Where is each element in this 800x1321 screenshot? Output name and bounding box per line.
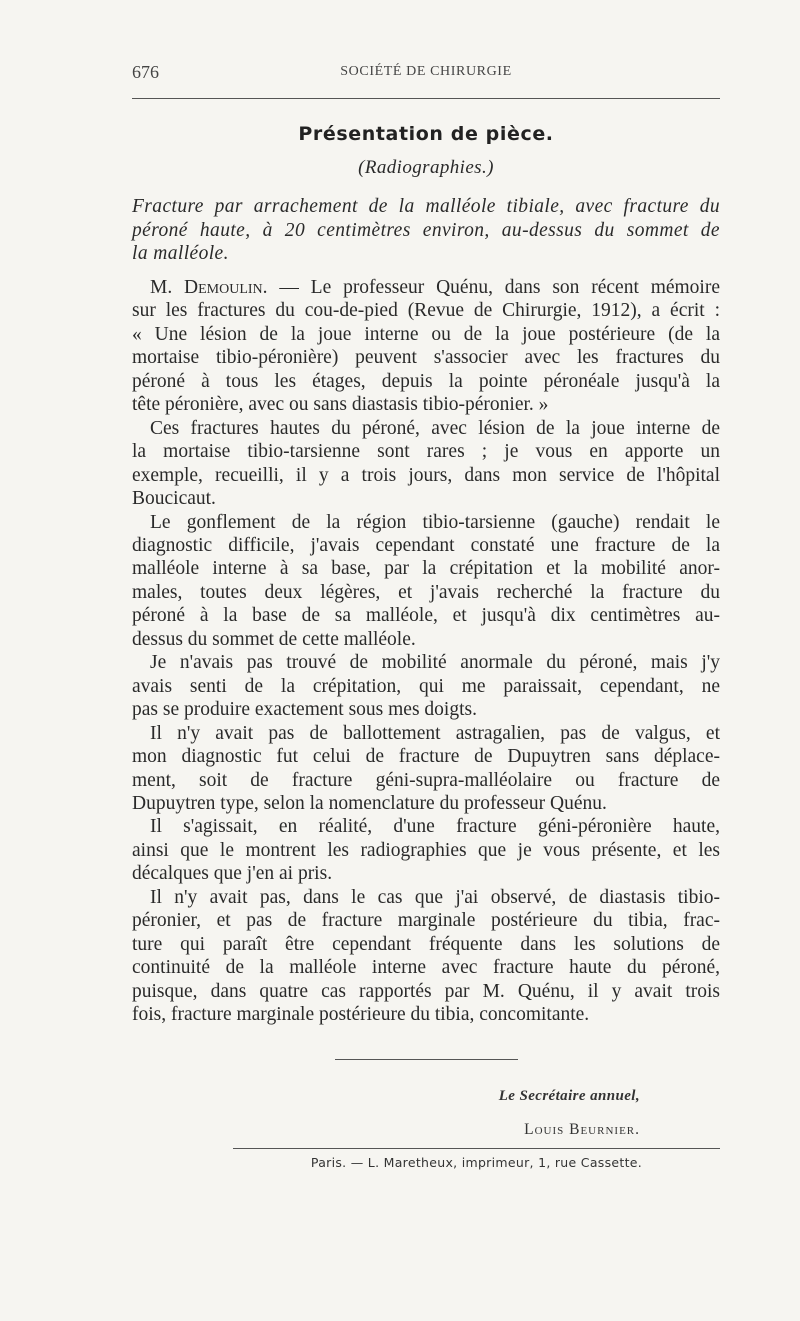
footer-rule <box>233 1148 720 1149</box>
body-line: Dupuytren type, selon la nomenclature du professeur Quénu. <box>132 792 607 814</box>
body-line: la mortaise tibio-tarsienne sont rares ; je vous en apporte un <box>132 441 720 463</box>
body-line: ainsi que le montrent les radiographies que je vous présente, et les <box>132 839 720 861</box>
body-line: continuité de la malléole interne avec fracture haute du péroné, <box>132 957 720 979</box>
secretary-name: Louis Beurnier. <box>524 1121 640 1138</box>
running-head <box>132 62 720 86</box>
body-line: Il n'y avait pas, dans le cas que j'ai observé, de diastasis tibio- <box>150 886 720 908</box>
body-line: « Une lésion de la joue interne ou de la joue postérieure (de la <box>132 323 720 345</box>
printer-imprint: Paris. — L. Maretheux, imprimeur, 1, rue Cassette. <box>310 1155 643 1170</box>
body-line: Ces fractures hautes du péroné, avec lésion de la joue interne de <box>150 417 720 439</box>
body-line: Boucicaut. <box>132 488 216 510</box>
body-line: fois, fracture marginale postérieure du tibia, concomitante. <box>132 1004 590 1026</box>
case-title-line: la malléole. <box>132 243 229 264</box>
body-line: diagnostic difficile, j'avais cependant constaté une fracture de la <box>132 534 720 556</box>
case-title-line: Fracture par arrachement de la malléole tibiale, avec fracture du <box>132 196 720 217</box>
body-line: avais senti de la crépitation, qui me paraissait, cependant, ne <box>132 675 720 697</box>
body-line: males, toutes deux légères, et j'avais recherché la fracture du <box>132 581 720 603</box>
section-subtitle: (Radiographies.) <box>358 157 494 178</box>
body-line: malléole interne à sa base, par la crépitation et la mobilité anor- <box>132 558 720 580</box>
secretary-role: Le Secrétaire annuel, <box>498 1088 640 1104</box>
page-number: 676 <box>132 62 159 82</box>
speaker-statement: — Le professeur Quénu, dans son récent mémoire <box>267 277 721 298</box>
body-line: exemple, recueilli, il y a trois jours, dans mon service de l'hôpital <box>132 464 720 486</box>
body-line: péronier, et pas de fracture marginale postérieure du tibia, frac- <box>132 910 720 932</box>
body-line: Il n'y avait pas de ballottement astragalien, pas de valgus, et <box>150 722 720 744</box>
speaker-name: M. Demoulin. <box>150 277 268 298</box>
body-text <box>132 276 720 1027</box>
body-line: Le gonflement de la région tibio-tarsienne (gauche) rendait le <box>150 511 720 533</box>
body-line: dessus du sommet de cette malléole. <box>132 628 416 650</box>
section-title: Présentation de pièce. <box>298 123 554 145</box>
body-line: péroné à tous les étages, depuis la pointe péronéale jusqu'à la <box>132 370 720 392</box>
body-line: ment, soit de fracture géni-supra-malléolaire ou fracture de <box>132 769 720 791</box>
body-line: Il s'agissait, en réalité, d'une fracture géni-péronière haute, <box>150 816 720 838</box>
body-line <box>132 276 720 299</box>
header-rule <box>132 98 720 99</box>
body-line: pas se produire exactement sous mes doigts. <box>132 699 477 721</box>
case-title <box>132 195 720 266</box>
body-line: sur les fractures du cou-de-pied (Revue de Chirurgie, 1912), a écrit : <box>132 300 720 322</box>
running-title: SOCIÉTÉ DE CHIRURGIE <box>340 64 512 79</box>
body-line: mortaise tibio-péronière) peuvent s'associer avec les fractures du <box>132 347 720 369</box>
body-line: péroné à la base de sa malléole, et jusqu'à dix centimètres au- <box>132 605 720 627</box>
body-line: ture qui paraît être cependant fréquente dans les solutions de <box>132 933 720 955</box>
body-line: Je n'avais pas trouvé de mobilité anormale du péroné, mais j'y <box>150 652 720 674</box>
body-line: mon diagnostic fut celui de fracture de Dupuytren sans déplace- <box>132 746 720 768</box>
body-line: tête péronière, avec ou sans diastasis tibio-péronier. » <box>132 394 549 416</box>
body-line: décalques que j'en ai pris. <box>132 863 333 885</box>
body-line: puisque, dans quatre cas rapportés par M. Quénu, il y avait trois <box>132 980 720 1002</box>
end-rule <box>335 1059 518 1060</box>
case-title-line: péroné haute, à 20 centimètres environ, au-dessus du sommet de <box>132 219 720 241</box>
